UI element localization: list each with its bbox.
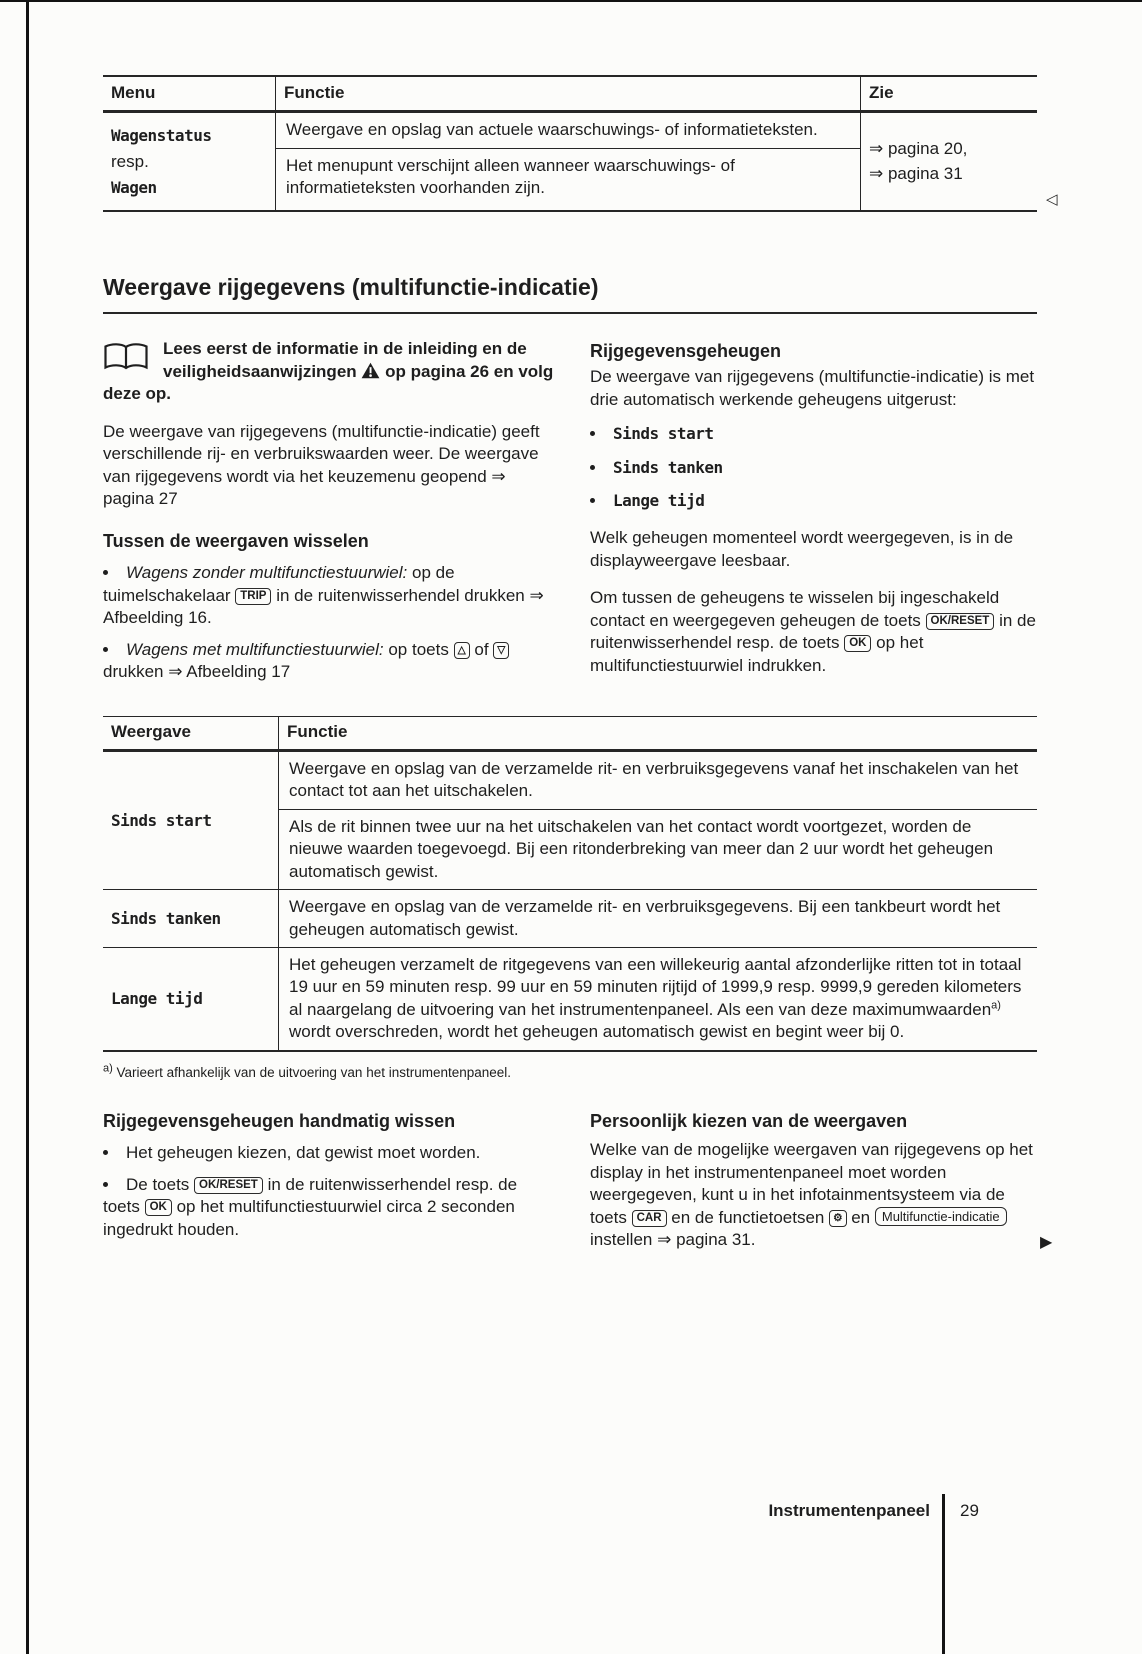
- left-column: [103, 338, 555, 692]
- page-reference: ⇒ pagina 20,: [869, 138, 968, 158]
- continue-marker: ▶: [1040, 1234, 1053, 1251]
- functie-cell: [275, 113, 860, 210]
- memory-name: Sinds tanken: [111, 908, 221, 928]
- subheading-switch-displays: Tussen de weergaven wisselen: [103, 530, 369, 551]
- memory-sinds-start: Sinds start: [613, 424, 714, 444]
- text-segment: Het geheugen verzamelt de ritgegevens van een willekeurig aantal afzonderlijke ritten tot in totaal 19 uur en 59 minuten resp. 99 uur en 59 minuten rijtijd of 1999,9 resp. 9999,9 gereden kilometers al naargelang de uitvoering van het instrumentenpaneel. Als een van deze maximumwaarden: [289, 954, 1022, 1019]
- list-item: [590, 423, 1037, 445]
- footer-divider: [942, 1494, 945, 1654]
- text-segment: op de tuimelschakelaar: [103, 563, 455, 605]
- row-content: [278, 752, 1037, 890]
- text-segment: wordt overschreden, wordt het geheugen automatisch gewist en begint weer bij 0.: [289, 1022, 905, 1042]
- ok-reset-key: OK/RESET: [194, 1177, 263, 1194]
- memory-name: Lange tijd: [111, 989, 203, 1009]
- footnote-marker: a): [103, 1062, 113, 1075]
- text-segment: op toets: [383, 639, 454, 659]
- functie-paragraph: Als de rit binnen twee uur na het uitschakelen van het contact wordt voortgezet, worden de nieuwe waarden toegevoegd. Bij een ritonderbreking van meer dan 2 uur wordt het geheugen automatisch gewist.: [289, 816, 994, 881]
- functie-paragraph: [279, 948, 1037, 1050]
- section-end-marker: ◁: [1046, 191, 1058, 208]
- scan-edge-left: [26, 0, 29, 1654]
- car-key: CAR: [632, 1210, 667, 1227]
- memory-list: [590, 423, 1037, 512]
- section-title: Weergave rijgegevens (multifunctie-indicatie): [103, 272, 1037, 314]
- subheading-personal-choice: Persoonlijk kiezen van de weergaven: [590, 1110, 908, 1131]
- text-segment: en de functietoetsen: [666, 1207, 830, 1227]
- row-label-sinds-tanken: [103, 890, 278, 948]
- intro-text-before: Lees eerst de informatie in de inleiding en de veiligheidsaanwijzingen: [163, 339, 527, 381]
- page-number: 29: [960, 1501, 979, 1520]
- intro-text-after: op pagina 26 en volg deze op.: [103, 361, 554, 404]
- text-segment: Om tussen de geheugens te wisselen bij ingeschakeld contact en weergegeven geheugen de toets: [590, 588, 1000, 630]
- text-segment: Welke van de mogelijke weergaven van rijgegevens op het display in het instrumentenpaneel moet worden weergegeven, kunt u in het infotainmentsysteem via de toets: [590, 1140, 1033, 1227]
- ok-reset-key: OK/RESET: [926, 613, 995, 630]
- text-segment: of: [469, 639, 494, 659]
- text-segment: in de ruitenwisserhendel resp. de toets: [103, 1174, 518, 1217]
- paragraph: [590, 1139, 1037, 1251]
- trip-key: TRIP: [235, 588, 271, 605]
- display-memory-table: [103, 716, 1037, 1051]
- warning-icon: [361, 362, 380, 381]
- down-arrow-key: ▽: [493, 642, 509, 659]
- text-segment: drukken ⇒ Afbeelding 17: [103, 662, 291, 682]
- paragraph: [590, 587, 1037, 677]
- text-segment: instellen ⇒ pagina 31.: [590, 1230, 756, 1250]
- safety-note: [103, 338, 555, 405]
- column-header-menu: Menu: [103, 77, 275, 113]
- row-content: [278, 948, 1037, 1050]
- list-item: • Het geheugen kiezen, dat gewist moet worden.: [103, 1142, 555, 1164]
- page-reference: ⇒ pagina 31: [869, 164, 963, 184]
- list-item: [103, 1174, 555, 1241]
- two-column-layout: [103, 338, 1037, 692]
- memory-name: Sinds start: [111, 810, 212, 830]
- bullet-list: [103, 1142, 555, 1241]
- ok-key: OK: [145, 1199, 172, 1216]
- safety-note-text: [103, 338, 555, 405]
- text-segment: op het multifunctiestuurwiel indrukken.: [590, 633, 924, 675]
- column-header-zie: Zie: [860, 77, 1037, 113]
- menu-cell: [103, 113, 275, 210]
- column-header-functie: Functie: [275, 77, 860, 113]
- vehicle-status-table: [103, 75, 1037, 212]
- bottom-right-column: [590, 1110, 1037, 1252]
- menu-item-wagen: Wagen: [111, 177, 157, 197]
- list-item: [590, 490, 1037, 512]
- row-label-lange-tijd: [103, 948, 278, 1050]
- italic-text: Wagens met multifunctiestuurwiel:: [126, 639, 384, 659]
- memory-lange-tijd: Lange tijd: [613, 490, 705, 510]
- menu-item-wagenstatus: Wagenstatus: [111, 126, 212, 146]
- right-column: [590, 338, 1037, 692]
- text-segment: in de ruitenwisserhendel drukken ⇒ Afbeelding 16.: [103, 585, 544, 628]
- up-arrow-key: △: [454, 642, 470, 659]
- gear-icon: ⚙: [833, 1211, 843, 1224]
- text-segment: in de ruitenwisserhendel resp. de toets: [590, 610, 1036, 653]
- bottom-left-column: [103, 1110, 555, 1252]
- text-segment: De toets: [126, 1174, 195, 1194]
- zie-cell: [860, 113, 1037, 210]
- functie-paragraph-2: Het menupunt verschijnt alleen wanneer waarschuwings- of informatieteksten voorhanden zijn.: [286, 155, 735, 198]
- memory-sinds-tanken: Sinds tanken: [613, 457, 723, 477]
- menu-item-resp: resp.: [111, 151, 149, 171]
- subheading-trip-memory: Rijgegevensgeheugen: [590, 341, 782, 362]
- bullet-list: [103, 562, 555, 683]
- multifunction-display-key: Multifunctie-indicatie: [875, 1207, 1007, 1226]
- paragraph: De weergave van rijgegevens (multifunctie-indicatie) geeft verschillende rij- en verbruikswaarden weer. De weergave van rijgegevens wordt via het keuzemenu geopend ⇒ pagina 27: [103, 421, 540, 509]
- paragraph: Welk geheugen momenteel wordt weergegeven, is in de displayweergave leesbaar.: [590, 528, 1014, 570]
- footnote: [103, 1064, 1037, 1082]
- column-header-functie: Functie: [278, 717, 1037, 751]
- text-segment: op het multifunctiestuurwiel circa 2 seconden ingedrukt houden.: [103, 1197, 515, 1239]
- footnote-marker: a): [991, 999, 1001, 1012]
- italic-text: Wagens zonder multifunctiestuurwiel:: [126, 563, 408, 583]
- bottom-two-column-layout: [103, 1110, 1037, 1252]
- functie-paragraph-1: Weergave en opslag van actuele waarschuwings- of informatieteksten.: [276, 113, 860, 148]
- column-header-weergave: Weergave: [103, 717, 278, 751]
- list-item: [103, 639, 555, 684]
- subheading-manual-clear: Rijgegevensgeheugen handmatig wissen: [103, 1110, 456, 1131]
- functie-paragraph: Weergave en opslag van de verzamelde rit- en verbruiksgegevens. Bij een tankbeurt wordt het geheugen automatisch gewist.: [289, 897, 1001, 939]
- row-content: [278, 890, 1037, 948]
- text-segment: en: [846, 1207, 875, 1227]
- paragraph: De weergave van rijgegevens (multifunctie-indicatie) is met drie automatisch werkende geheugens uitgerust:: [590, 367, 1035, 409]
- ok-key: OK: [844, 635, 871, 652]
- functie-paragraph: Weergave en opslag van de verzamelde rit- en verbruiksgegevens vanaf het inschakelen van het contact tot aan het uitschakelen.: [279, 752, 1037, 810]
- open-book-icon: [103, 342, 149, 378]
- setup-key: [829, 1210, 846, 1227]
- list-item: [103, 562, 555, 629]
- page-content: [103, 0, 1037, 1251]
- row-label-sinds-start: [103, 752, 278, 890]
- list-item: [590, 457, 1037, 479]
- footnote-text: Varieert afhankelijk van de uitvoering van het instrumentenpaneel.: [116, 1064, 512, 1080]
- footer-section-label: Instrumentenpaneel: [768, 1501, 930, 1520]
